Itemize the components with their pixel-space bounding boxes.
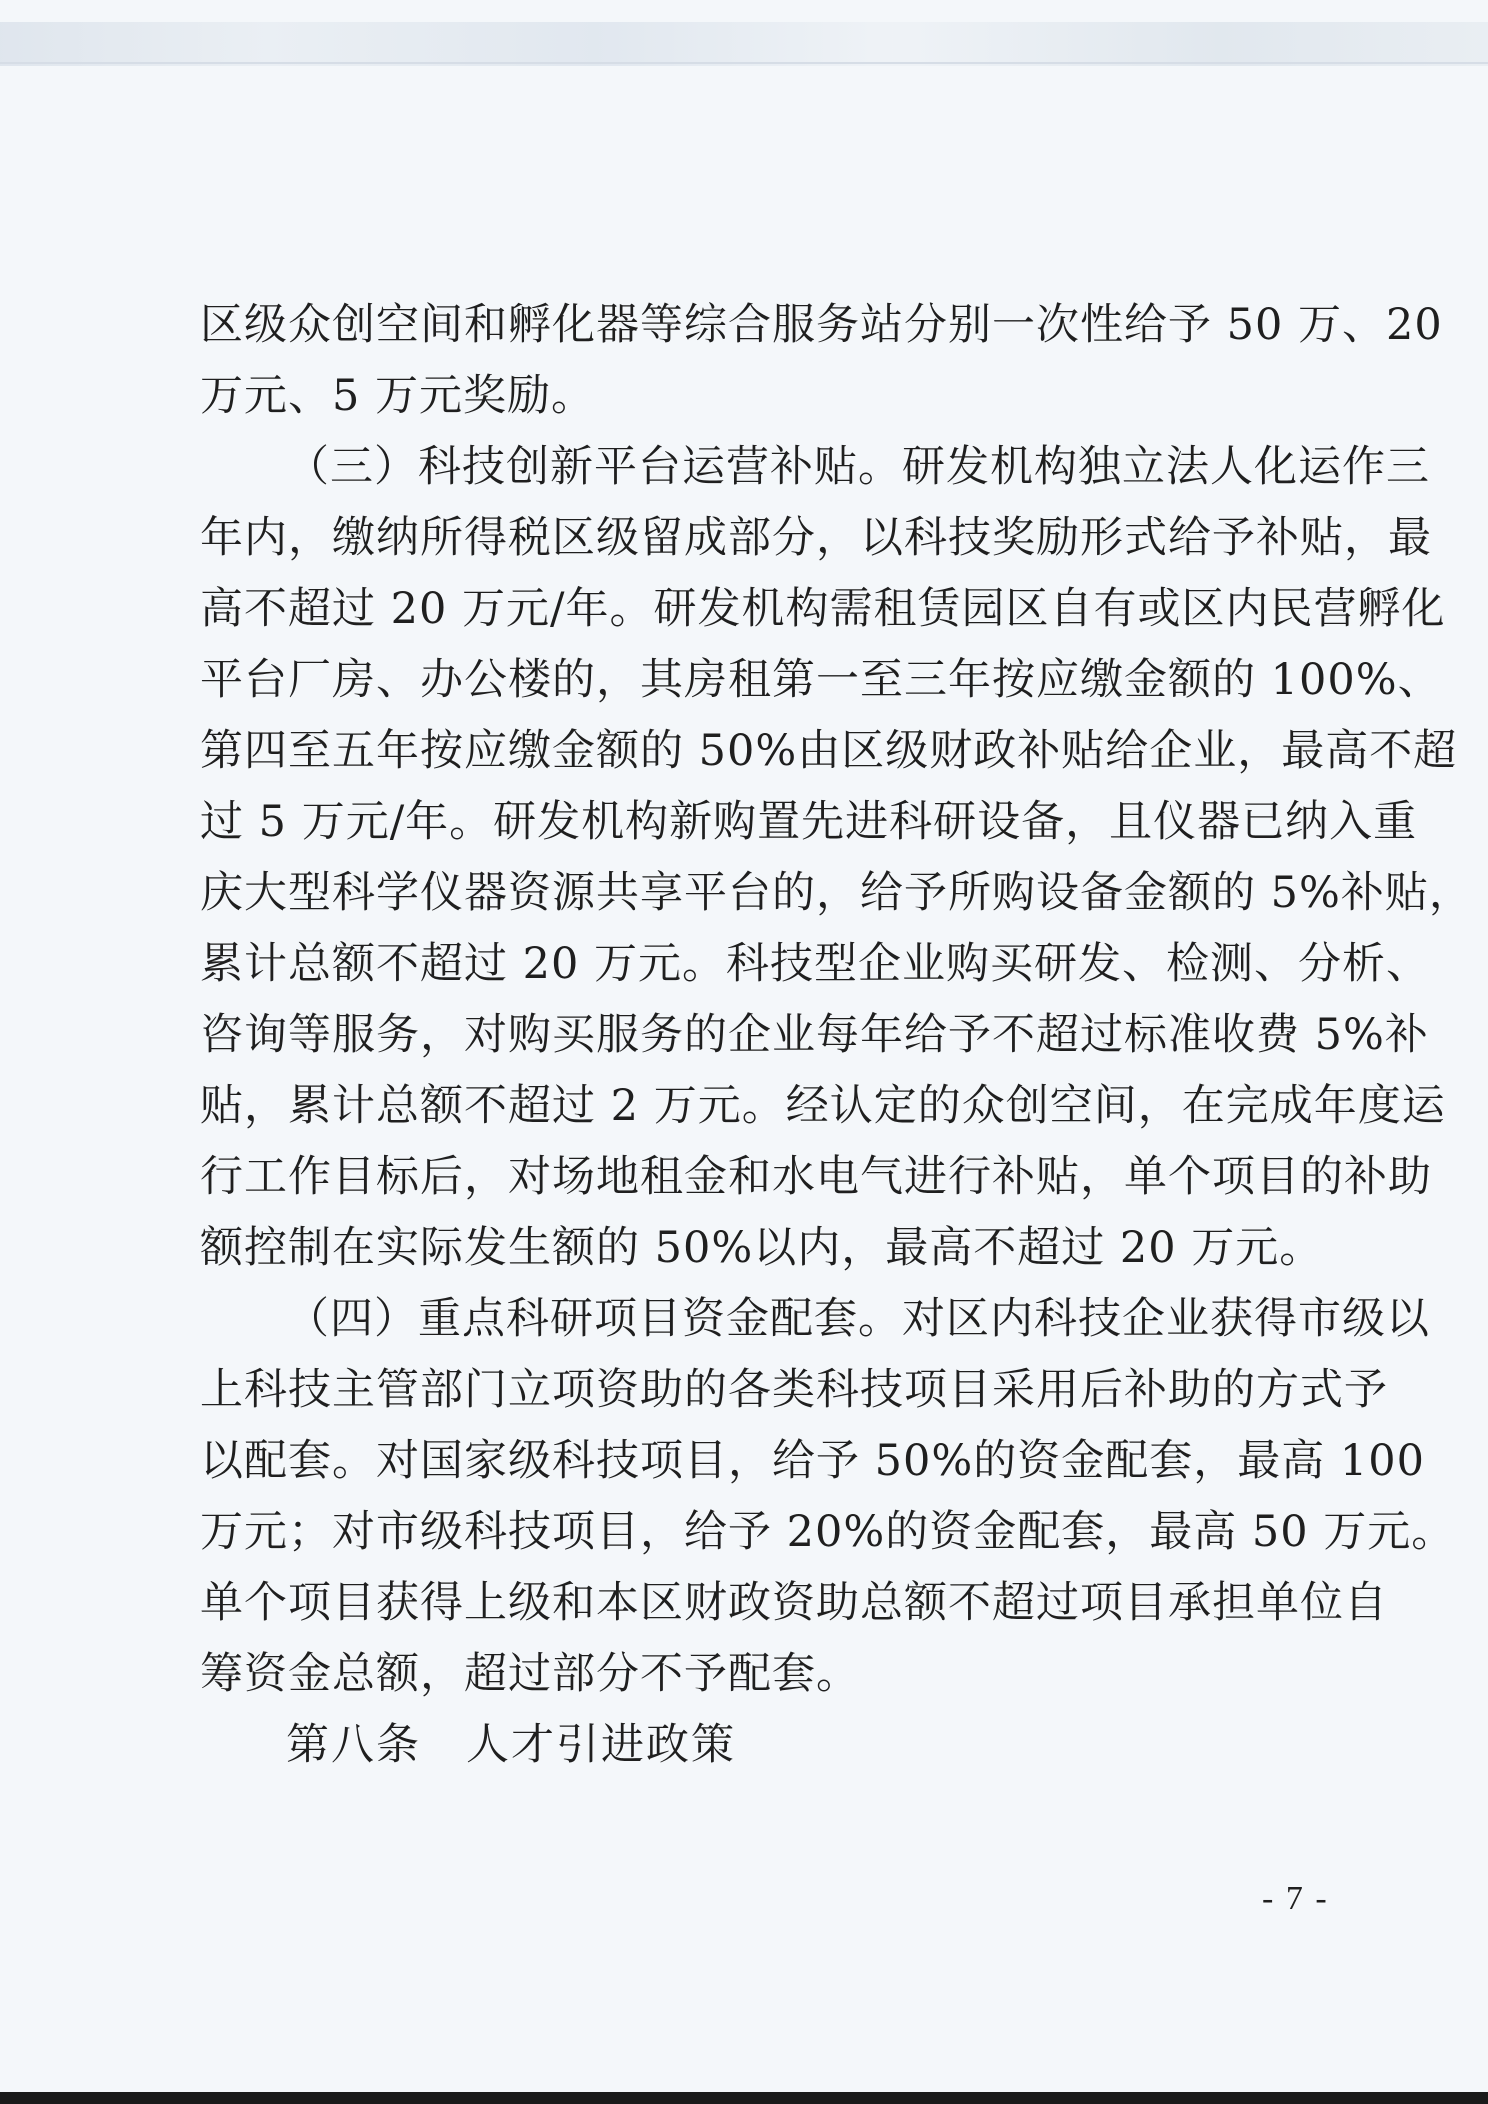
text-line-1: 区级众创空间和孵化器等综合服务站分别一次性给予 50 万、20 bbox=[200, 300, 1443, 350]
body-text bbox=[200, 290, 1473, 1781]
paragraph-3-start: （三）科技创新平台运营补贴。研发机构独立法人化运作三 bbox=[286, 442, 1430, 492]
text-line-11: 咨询等服务，对购买服务的企业每年给予不超过标准收费 5%补 bbox=[200, 1010, 1429, 1060]
scan-artifact-line bbox=[0, 62, 1488, 64]
text-line-16: 上科技主管部门立项资助的各类科技项目采用后补助的方式予 bbox=[200, 1365, 1388, 1415]
text-line-5: 高不超过 20 万元/年。研发机构需租赁园区自有或区内民营孵化 bbox=[200, 584, 1446, 634]
scan-bottom-edge bbox=[0, 2092, 1488, 2104]
scan-artifact-band bbox=[0, 22, 1488, 66]
text-line-14: 额控制在实际发生额的 50%以内，最高不超过 20 万元。 bbox=[200, 1223, 1324, 1273]
article-heading: 第八条 人才引进政策 bbox=[286, 1720, 736, 1770]
text-line-13: 行工作目标后，对场地租金和水电气进行补贴，单个项目的补助 bbox=[200, 1152, 1432, 1202]
text-line-4: 年内，缴纳所得税区级留成部分，以科技奖励形式给予补贴，最 bbox=[200, 513, 1432, 563]
text-line-20: 筹资金总额，超过部分不予配套。 bbox=[200, 1649, 860, 1699]
text-line-2: 万元、5 万元奖励。 bbox=[200, 371, 596, 421]
text-line-18: 万元；对市级科技项目，给予 20%的资金配套，最高 50 万元。 bbox=[200, 1507, 1456, 1557]
text-line-17: 以配套。对国家级科技项目，给予 50%的资金配套，最高 100 bbox=[200, 1436, 1425, 1486]
paragraph-4-start: （四）重点科研项目资金配套。对区内科技企业获得市级以 bbox=[286, 1294, 1430, 1344]
text-line-12: 贴，累计总额不超过 2 万元。经认定的众创空间，在完成年度运 bbox=[200, 1081, 1446, 1131]
text-line-9: 庆大型科学仪器资源共享平台的，给予所购设备金额的 5%补贴， bbox=[200, 868, 1473, 918]
text-line-8: 过 5 万元/年。研发机构新购置先进科研设备，且仪器已纳入重 bbox=[200, 797, 1418, 847]
text-line-10: 累计总额不超过 20 万元。科技型企业购买研发、检测、分析、 bbox=[200, 939, 1431, 989]
text-line-7: 第四至五年按应缴金额的 50%由区级财政补贴给企业，最高不超 bbox=[200, 726, 1458, 776]
text-line-19: 单个项目获得上级和本区财政资助总额不超过项目承担单位自 bbox=[200, 1578, 1388, 1628]
text-line-6: 平台厂房、办公楼的，其房租第一至三年按应缴金额的 100%、 bbox=[200, 655, 1442, 705]
page-number: - 7 - bbox=[1262, 1880, 1329, 1917]
